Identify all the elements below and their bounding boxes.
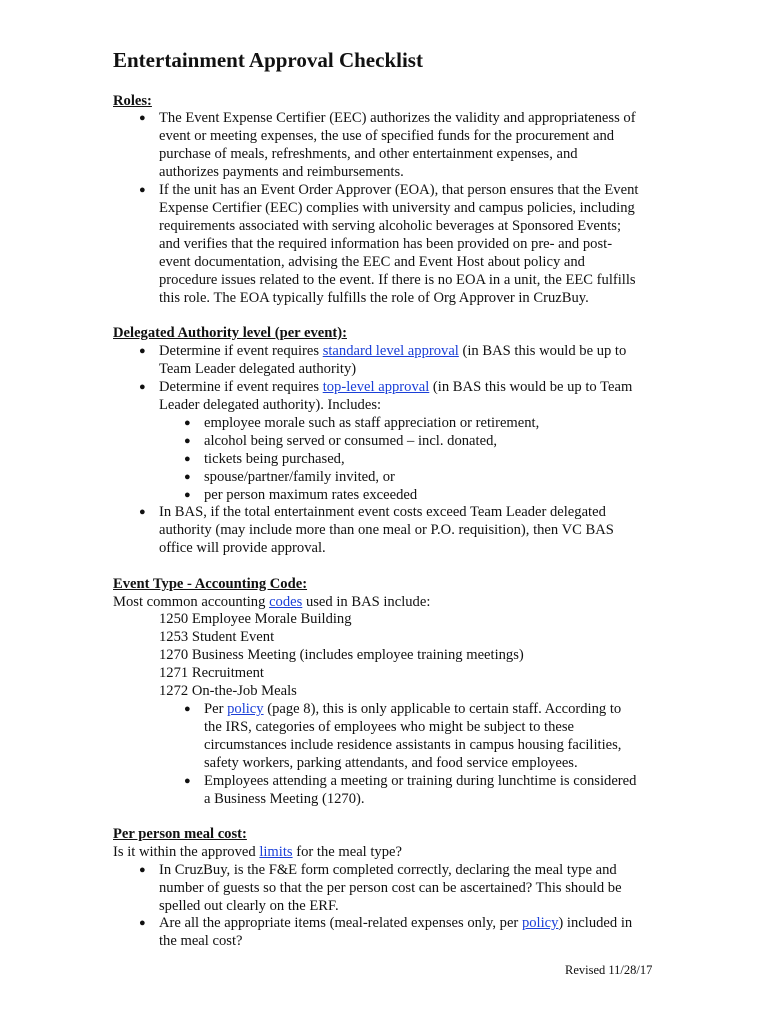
meal-cost-bullet1-line: number of guests so that the per person cost can be ascertained? This should be xyxy=(159,880,622,896)
meal-cost-b2-text: Are all the appropriate items (meal-related expenses only, per xyxy=(159,915,522,931)
meal-cost-heading: Per person meal cost: xyxy=(113,826,247,842)
limits-link[interactable]: limits xyxy=(259,844,293,860)
event-type-intro xyxy=(113,593,430,611)
event-type-intro-text-post: used in BAS include: xyxy=(302,594,431,610)
meal-cost-bullet1-line: In CruzBuy, is the F&E form completed correctly, declaring the meal type and xyxy=(159,862,617,878)
bullet-dot-icon: ● xyxy=(184,703,191,715)
roles-bullet2-line: event documentation, advising the EEC and Event Host about policy and xyxy=(159,254,585,270)
bullet-dot-icon: ● xyxy=(184,775,191,787)
delegated-heading: Delegated Authority level (per event): xyxy=(113,325,347,341)
meal-cost-bullet2-line xyxy=(159,914,632,932)
page-title: Entertainment Approval Checklist xyxy=(113,48,423,72)
bullet-dot-icon: ● xyxy=(184,471,191,483)
delegated-subitem: tickets being purchased, xyxy=(204,451,345,467)
accounting-code: 1272 On-the-Job Meals xyxy=(159,683,297,699)
accounting-code: 1270 Business Meeting (includes employee training meetings) xyxy=(159,647,524,663)
policy-link[interactable]: policy xyxy=(227,701,264,717)
roles-bullet1-line: authorizes payments and reimbursements. xyxy=(159,164,404,180)
roles-bullet2-line: requirements associated with serving alcoholic beverages at Sponsored Events; xyxy=(159,218,621,234)
event-type-sub1-line: the IRS, categories of employees who might be subject to these xyxy=(204,719,575,735)
accounting-code: 1250 Employee Morale Building xyxy=(159,611,352,627)
roles-bullet2-line: Expense Certifier (EEC) complies with university and campus policies, including xyxy=(159,200,635,216)
delegated-subitem: spouse/partner/family invited, or xyxy=(204,469,395,485)
bullet-dot-icon: ● xyxy=(184,435,191,447)
delegated-bullet2-line: Leader delegated authority). Includes: xyxy=(159,397,382,413)
bullet-dot-icon: ● xyxy=(139,864,146,876)
event-type-sub1-text-post: (page 8), this is only applicable to certain staff. According to xyxy=(263,701,622,717)
bullet-dot-icon: ● xyxy=(139,381,146,393)
event-type-sub1-line: circumstances include residence assistants in campus housing facilities, xyxy=(204,737,622,753)
delegated-bullet1-line xyxy=(159,342,626,360)
roles-bullet2-line: and verifies that the required information has been provided on pre- and post- xyxy=(159,236,613,252)
roles-bullet1-line: purchase of meals, refreshments, and other entertainment expenses, and xyxy=(159,146,578,162)
meal-cost-intro-text-post: for the meal type? xyxy=(292,844,402,860)
roles-heading: Roles: xyxy=(113,93,152,109)
roles-bullet2-line: procedure issues related to the event. If there is no EOA in a unit, the EEC fulfills xyxy=(159,272,636,288)
event-type-heading: Event Type - Accounting Code: xyxy=(113,576,308,592)
delegated-bullet1-line: Team Leader delegated authority) xyxy=(159,361,357,377)
delegated-subitem: employee morale such as staff appreciation or retirement, xyxy=(204,415,540,431)
delegated-subitem: per person maximum rates exceeded xyxy=(204,487,418,503)
standard-level-approval-link[interactable]: standard level approval xyxy=(322,343,459,359)
delegated-bullet2-line xyxy=(159,378,632,396)
roles-bullet2-line: this role. The EOA typically fulfills the role of Org Approver in CruzBuy. xyxy=(159,290,589,306)
accounting-code: 1253 Student Event xyxy=(159,629,275,645)
meal-cost-bullet2-line: the meal cost? xyxy=(159,933,243,949)
roles-bullet1-line: The Event Expense Certifier (EEC) authorizes the validity and appropriateness of xyxy=(159,110,636,126)
meal-cost-intro xyxy=(113,843,402,861)
event-type-sub2-line: Employees attending a meeting or training during lunchtime is considered xyxy=(204,773,637,789)
bullet-dot-icon: ● xyxy=(139,345,146,357)
bullet-dot-icon: ● xyxy=(139,506,146,518)
delegated-bullet3-line: In BAS, if the total entertainment event costs exceed Team Leader delegated xyxy=(159,504,606,520)
meal-cost-b2-text-post: ) included in xyxy=(558,915,633,931)
delegated-bullet3-line: office will provide approval. xyxy=(159,540,326,556)
delegated-b2-text-post: (in BAS this would be up to Team xyxy=(429,379,633,395)
delegated-b1-text: Determine if event requires xyxy=(159,343,323,359)
revision-footer: Revised 11/28/17 xyxy=(565,963,653,977)
bullet-dot-icon: ● xyxy=(184,453,191,465)
policy-link[interactable]: policy xyxy=(521,915,559,931)
top-level-approval-link[interactable]: top-level approval xyxy=(322,379,430,395)
event-type-sub1-line: safety workers, parking attendants, and food service employees. xyxy=(204,755,578,771)
delegated-subitem: alcohol being served or consumed – incl. donated, xyxy=(204,433,498,449)
meal-cost-intro-text: Is it within the approved xyxy=(113,844,260,860)
roles-bullet2-line: If the unit has an Event Order Approver (EOA), that person ensures that the Event xyxy=(159,182,639,198)
codes-link[interactable]: codes xyxy=(269,594,303,610)
bullet-dot-icon: ● xyxy=(184,417,191,429)
delegated-bullet3-line: authority (may include more than one meal or P.O. requisition), then VC BAS xyxy=(159,522,614,538)
delegated-b2-text: Determine if event requires xyxy=(159,379,323,395)
meal-cost-bullet1-line: spelled out clearly on the ERF. xyxy=(159,898,339,914)
accounting-code: 1271 Recruitment xyxy=(159,665,264,681)
bullet-dot-icon: ● xyxy=(139,112,146,124)
event-type-sub1-text: Per xyxy=(204,701,228,717)
delegated-b1-text-post: (in BAS this would be up to xyxy=(458,343,627,359)
bullet-dot-icon: ● xyxy=(139,184,146,196)
roles-bullet1-line: event or meeting expenses, the use of specified funds for the procurement and xyxy=(159,128,615,144)
event-type-sub2-line: a Business Meeting (1270). xyxy=(204,791,365,807)
bullet-dot-icon: ● xyxy=(184,489,191,501)
event-type-intro-text: Most common accounting xyxy=(113,594,270,610)
event-type-sub1-line xyxy=(204,700,621,718)
bullet-dot-icon: ● xyxy=(139,917,146,929)
